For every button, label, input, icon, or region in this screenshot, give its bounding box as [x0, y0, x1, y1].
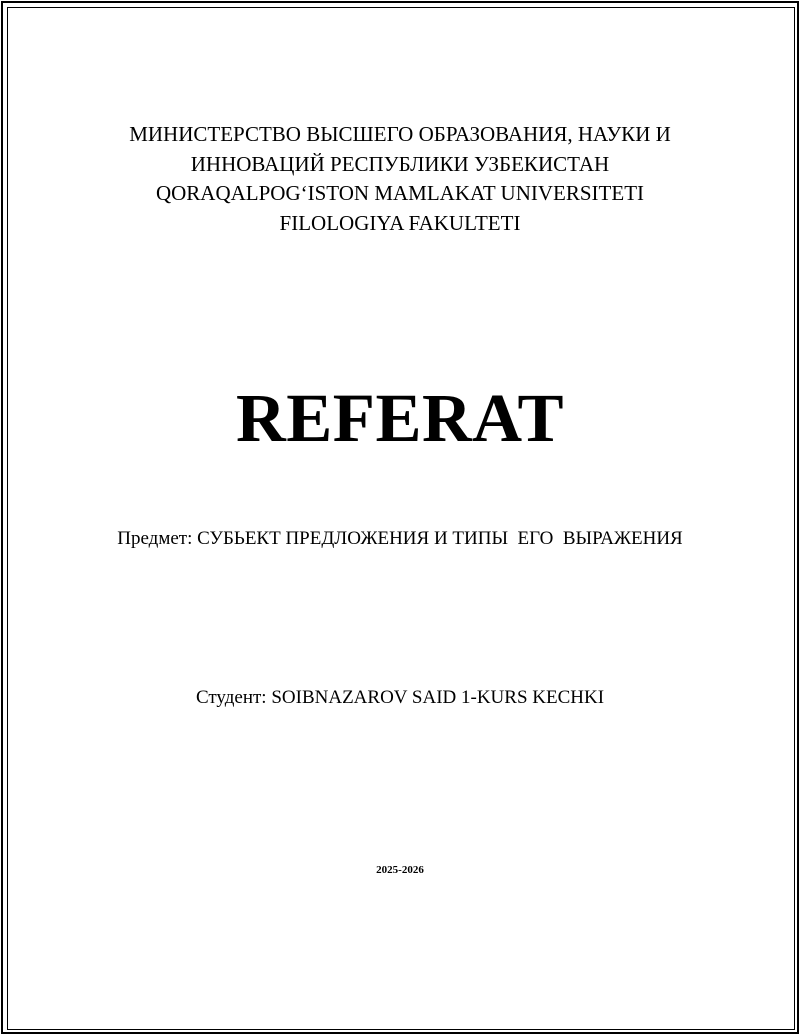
- subject-label: Предмет:: [117, 528, 193, 549]
- subject-value: СУБЬЕКТ ПРЕДЛОЖЕНИЯ И ТИПЫ ЕГО ВЫРАЖЕНИЯ: [197, 528, 683, 549]
- institution-header: [0, 120, 800, 238]
- academic-year: 2025-2026: [376, 864, 424, 876]
- header-line-university: QORAQALPOG‘ISTON MAMLAKAT UNIVERSITETI: [155, 181, 645, 205]
- header-line-ministry: МИНИСТЕРСТВО ВЫСШЕГО ОБРАЗОВАНИЯ, НАУКИ И: [129, 122, 671, 146]
- subject-line: [0, 526, 800, 552]
- student-label: Студент:: [195, 687, 267, 708]
- document-title: REFERAT: [235, 380, 565, 456]
- student-line: [0, 685, 800, 711]
- header-line-republic: ИННОВАЦИЙ РЕСПУБЛИКИ УЗБЕКИСТАН: [190, 151, 610, 176]
- header-line-faculty: FILOLOGIYA FAKULTETI: [279, 210, 521, 235]
- student-value: SOIBNAZAROV SAID 1-KURS KECHKI: [271, 687, 605, 708]
